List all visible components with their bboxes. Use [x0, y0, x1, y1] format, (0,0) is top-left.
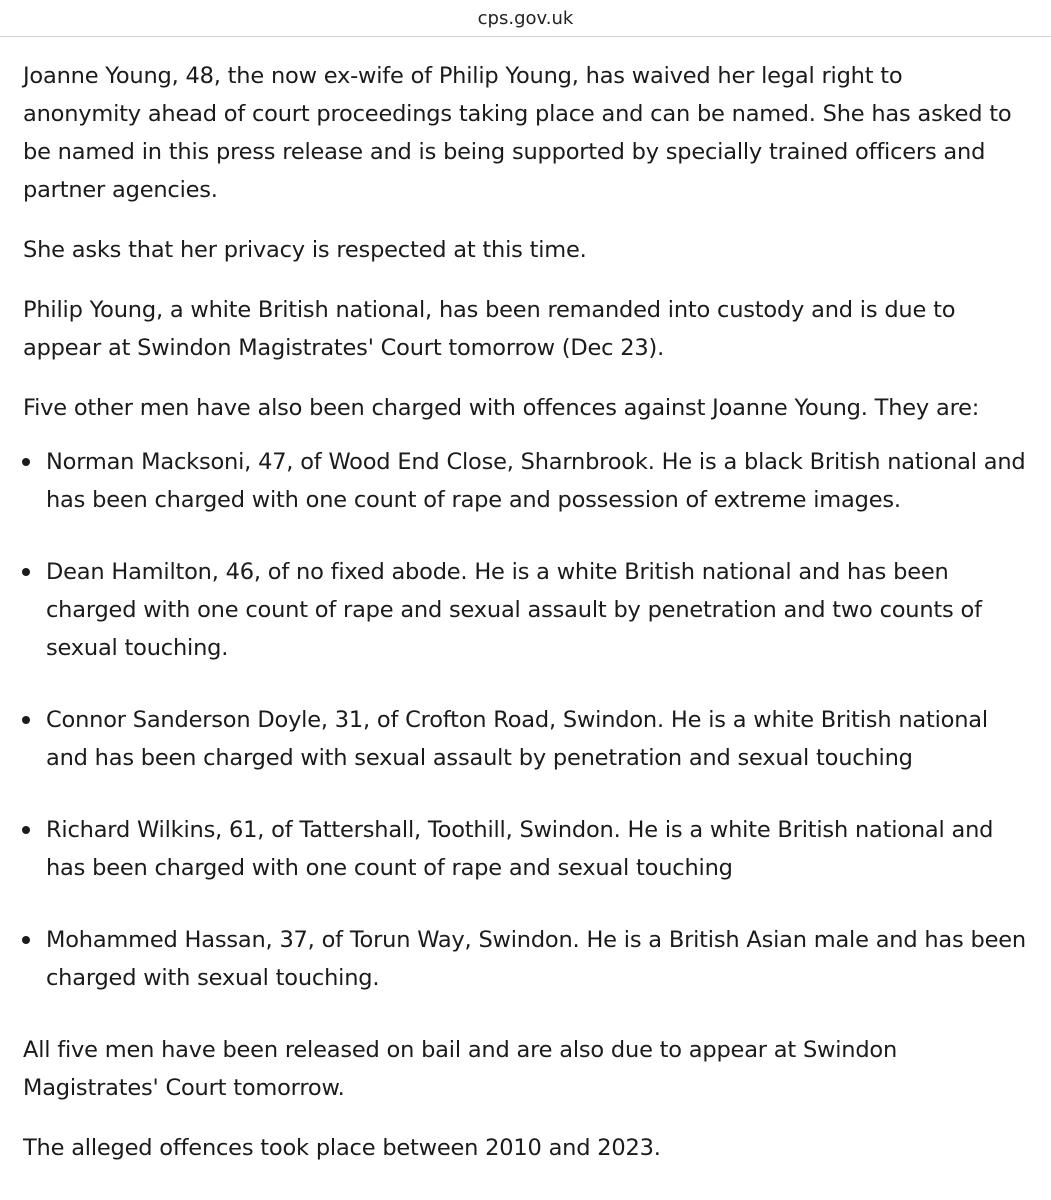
address-bar-divider [0, 36, 1051, 37]
address-bar[interactable] [0, 0, 1051, 36]
url-text: cps.gov.uk [477, 7, 574, 29]
list-item [23, 701, 1027, 777]
list-item [23, 921, 1027, 997]
list-item-text: Mohammed Hassan, 37, of Torun Way, Swindon. He is a British Asian male and has been charged with sexual touching. [46, 927, 1026, 991]
list-item-text: Connor Sanderson Doyle, 31, of Crofton Road, Swindon. He is a white British national and has been charged with sexual assault by penetration and sexual touching [46, 707, 988, 771]
article-body [0, 57, 1051, 1167]
bullet-icon [22, 936, 30, 944]
bullet-icon [22, 568, 30, 576]
list-item-text: Dean Hamilton, 46, of no fixed abode. He is a white British national and has been charged with one count of rape and sexual assault by penetration and two counts of sexual touching. [46, 559, 982, 661]
paragraph-bail: All five men have been released on bail and are also due to appear at Swindon Magistrates' Court tomorrow. [23, 1037, 898, 1101]
paragraph-waiver: Joanne Young, 48, the now ex-wife of Philip Young, has waived her legal right to anonymity ahead of court proceedings taking place and can be named. She has asked to be named in this press release and is being supported by specially trained officers and partner agencies. [23, 63, 1012, 203]
paragraph-others-intro: Five other men have also been charged with offences against Joanne Young. They are: [23, 395, 980, 421]
bullet-icon [22, 716, 30, 724]
list-item [23, 811, 1027, 887]
list-item [23, 553, 1027, 667]
paragraph-remand: Philip Young, a white British national, has been remanded into custody and is due to appear at Swindon Magistrates' Court tomorrow (Dec 23). [23, 297, 956, 361]
defendants-list [23, 443, 1027, 997]
list-item [23, 443, 1027, 519]
paragraph-dates: The alleged offences took place between 2010 and 2023. [23, 1135, 661, 1161]
list-item-text: Richard Wilkins, 61, of Tattershall, Toothill, Swindon. He is a white British national and has been charged with one count of rape and sexual touching [46, 817, 994, 881]
list-item-text: Norman Macksoni, 47, of Wood End Close, Sharnbrook. He is a black British national and has been charged with one count of rape and possession of extreme images. [46, 449, 1026, 513]
bullet-icon [22, 458, 30, 466]
bullet-icon [22, 826, 30, 834]
paragraph-privacy: She asks that her privacy is respected at this time. [23, 237, 587, 263]
